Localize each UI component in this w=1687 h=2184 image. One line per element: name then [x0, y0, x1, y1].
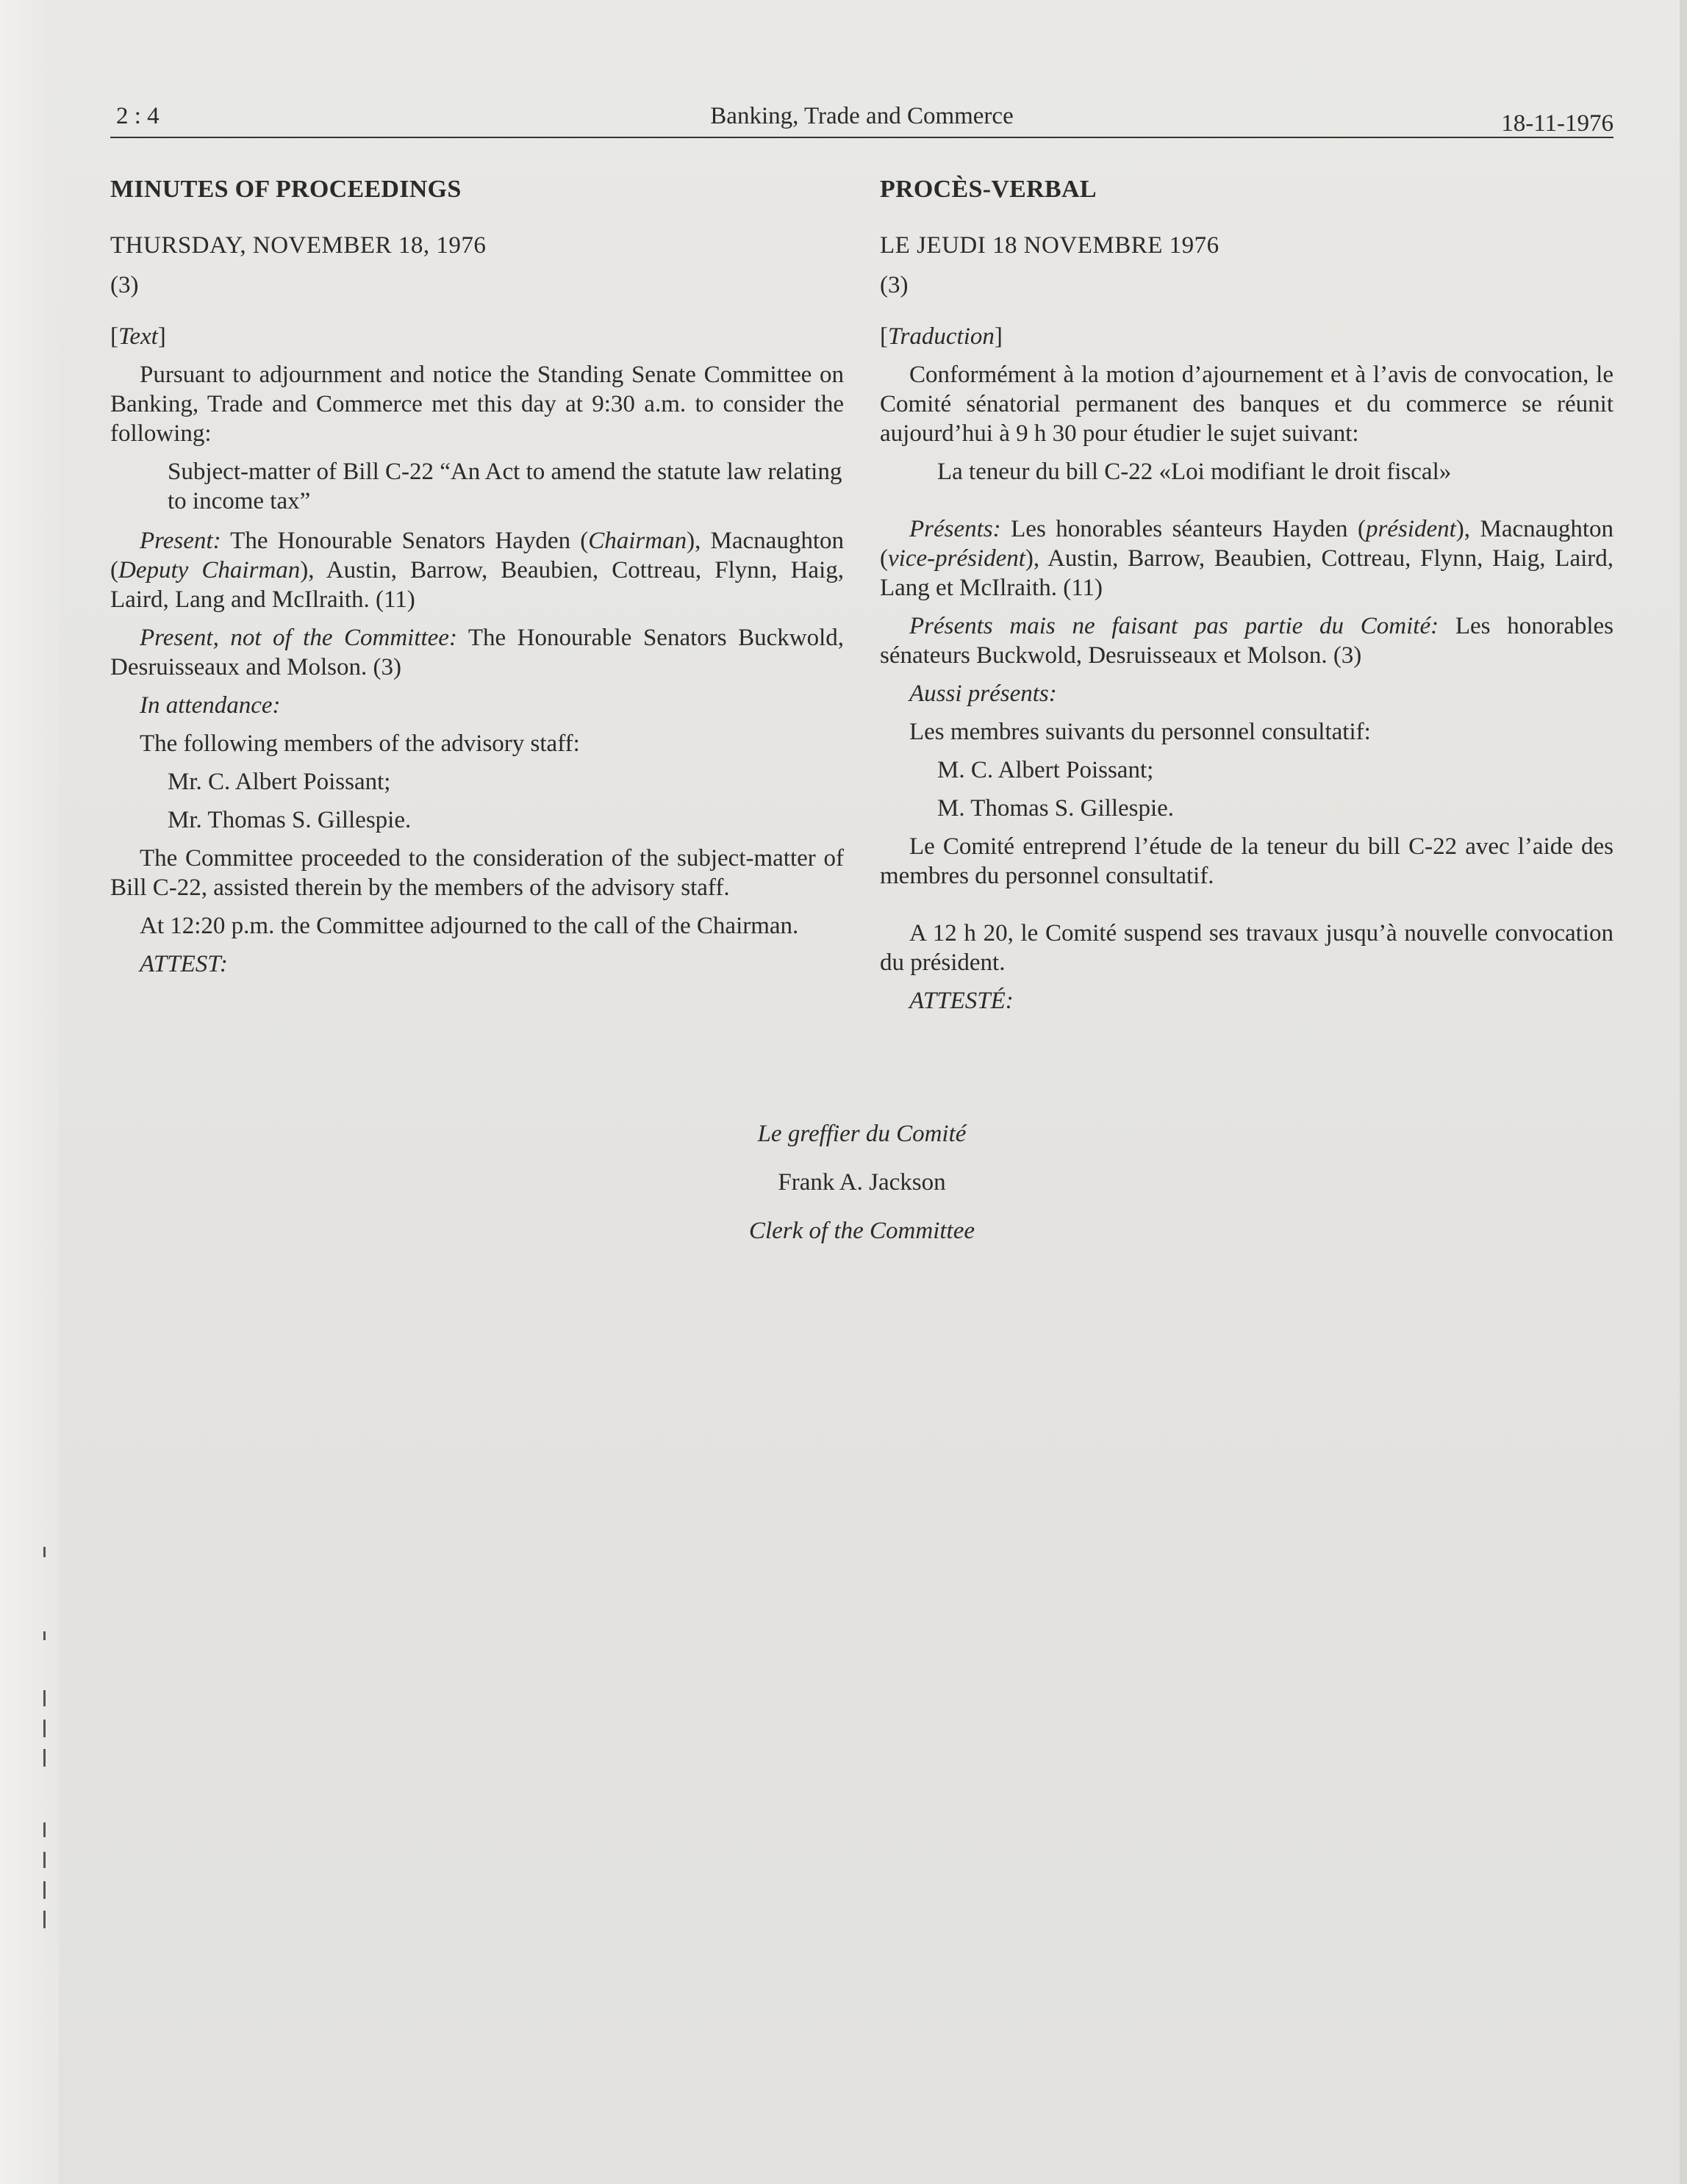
text-tag: [Text] [110, 323, 166, 350]
present-text: Les honorables séanteurs Hayden ( [1000, 516, 1366, 542]
attest-label: ATTEST: [140, 951, 228, 977]
binding-mark [43, 1749, 46, 1767]
staff-member: Mr. C. Albert Poissant; [168, 769, 391, 795]
present-text: ), Austin, Barrow, Beaubien, Cottreau, Flynn, Haig, Laird, Lang et McIlraith. (11) [880, 545, 1613, 601]
binding-mark [43, 1720, 46, 1737]
section-heading: MINUTES OF PROCEEDINGS [110, 176, 462, 203]
attendance-label: Aussi présents: [909, 680, 1057, 707]
french-column [880, 175, 1613, 1024]
subject-matter: Subject-matter of Bill C-22 “An Act to amend the statute law relating to income tax” [168, 459, 842, 514]
page-edge [1680, 0, 1687, 2184]
present-paragraph [880, 514, 1613, 603]
present-not-text: Les honorables sénateurs Buckwold, Desruisseaux et Molson. (3) [880, 613, 1613, 669]
publication-title: Banking, Trade and Commerce [710, 103, 1014, 129]
staff-member: M. C. Albert Poissant; [937, 757, 1154, 783]
binding-mark [43, 1631, 46, 1640]
meeting-number: (3) [110, 272, 139, 298]
deputy-chairman-role: Deputy Chairman [118, 557, 301, 583]
deputy-chairman-role: vice-président [888, 545, 1025, 572]
binding-mark [43, 1911, 46, 1928]
clerk-name: Frank A. Jackson [778, 1169, 946, 1196]
binding-mark [43, 1547, 46, 1557]
clerk-title-en: Clerk of the Committee [748, 1218, 975, 1244]
staff-intro: The following members of the advisory staff: [140, 730, 580, 757]
staff-intro: Les membres suivants du personnel consultatif: [909, 719, 1371, 745]
present-not-paragraph [880, 611, 1613, 670]
text-tag-label: Traduction [888, 323, 995, 350]
meeting-number: (3) [880, 272, 909, 298]
attest-label: ATTESTÉ: [909, 988, 1014, 1014]
adjourned-paragraph: At 12:20 p.m. the Committee adjourned to the call of the Chairman. [140, 913, 799, 939]
present-not-label: Present, not of the Committee: [140, 625, 457, 651]
present-not-paragraph [110, 623, 844, 682]
attendance-label: In attendance: [140, 692, 281, 719]
present-text: ), Austin, Barrow, Beaubien, Cottreau, Flynn, Haig, Laird, Lang and McIlraith. (11) [110, 557, 844, 613]
staff-member: Mr. Thomas S. Gillespie. [168, 807, 412, 833]
present-text: ), Macnaughton ( [110, 528, 844, 583]
binding-mark [43, 1852, 46, 1868]
page-margin [0, 0, 59, 2184]
chairman-role: président [1365, 516, 1456, 542]
meeting-date: THURSDAY, NOVEMBER 18, 1976 [110, 232, 487, 259]
english-column [110, 175, 844, 988]
proceeded-paragraph: The Committee proceeded to the consideration of the subject-matter of Bill C-22, assisted therein by the members of the advisory staff. [110, 845, 844, 901]
proceeded-paragraph: Le Comité entreprend l’étude de la teneur du bill C-22 avec l’aide des membres du personnel consultatif. [880, 833, 1613, 889]
subject-matter: La teneur du bill C-22 «Loi modifiant le droit fiscal» [937, 459, 1452, 485]
signature-block [110, 1110, 1613, 1255]
intro-paragraph: Pursuant to adjournment and notice the Standing Senate Committee on Banking, Trade and Commerce met this day at 9:30 a.m. to consider the following: [110, 362, 844, 447]
text-tag: [Traduction] [880, 323, 1003, 350]
present-text: The Honourable Senators Hayden ( [221, 528, 589, 554]
present-label: Présents: [909, 516, 1001, 542]
page-number: 2 : 4 [116, 103, 160, 129]
intro-paragraph: Conformément à la motion d’ajournement et à l’avis de convocation, le Comité sénatorial permanent des banques et du commerce se réunit aujourd’hui à 9 h 30 pour étudier le sujet suivant: [880, 362, 1613, 447]
present-not-label: Présents mais ne faisant pas partie du Comité: [909, 613, 1439, 639]
text-tag-label: Text [118, 323, 158, 350]
running-header [110, 100, 1613, 138]
section-heading: PROCÈS-VERBAL [880, 176, 1097, 203]
present-paragraph [110, 526, 844, 614]
staff-member: M. Thomas S. Gillespie. [937, 795, 1175, 822]
adjourned-paragraph: A 12 h 20, le Comité suspend ses travaux jusqu’à nouvelle convocation du président. [880, 920, 1613, 976]
meeting-date: LE JEUDI 18 NOVEMBRE 1976 [880, 232, 1219, 259]
binding-mark [43, 1881, 46, 1899]
present-text: ), Macnaughton ( [880, 516, 1613, 572]
header-date: 18-11-1976 [1501, 110, 1613, 137]
clerk-title-fr: Le greffier du Comité [757, 1121, 967, 1147]
present-label: Present: [140, 528, 221, 554]
binding-mark [43, 1690, 46, 1706]
chairman-role: Chairman [588, 528, 687, 554]
binding-mark [43, 1822, 46, 1837]
present-not-text: The Honourable Senators Buckwold, Desruisseaux and Molson. (3) [110, 625, 844, 680]
